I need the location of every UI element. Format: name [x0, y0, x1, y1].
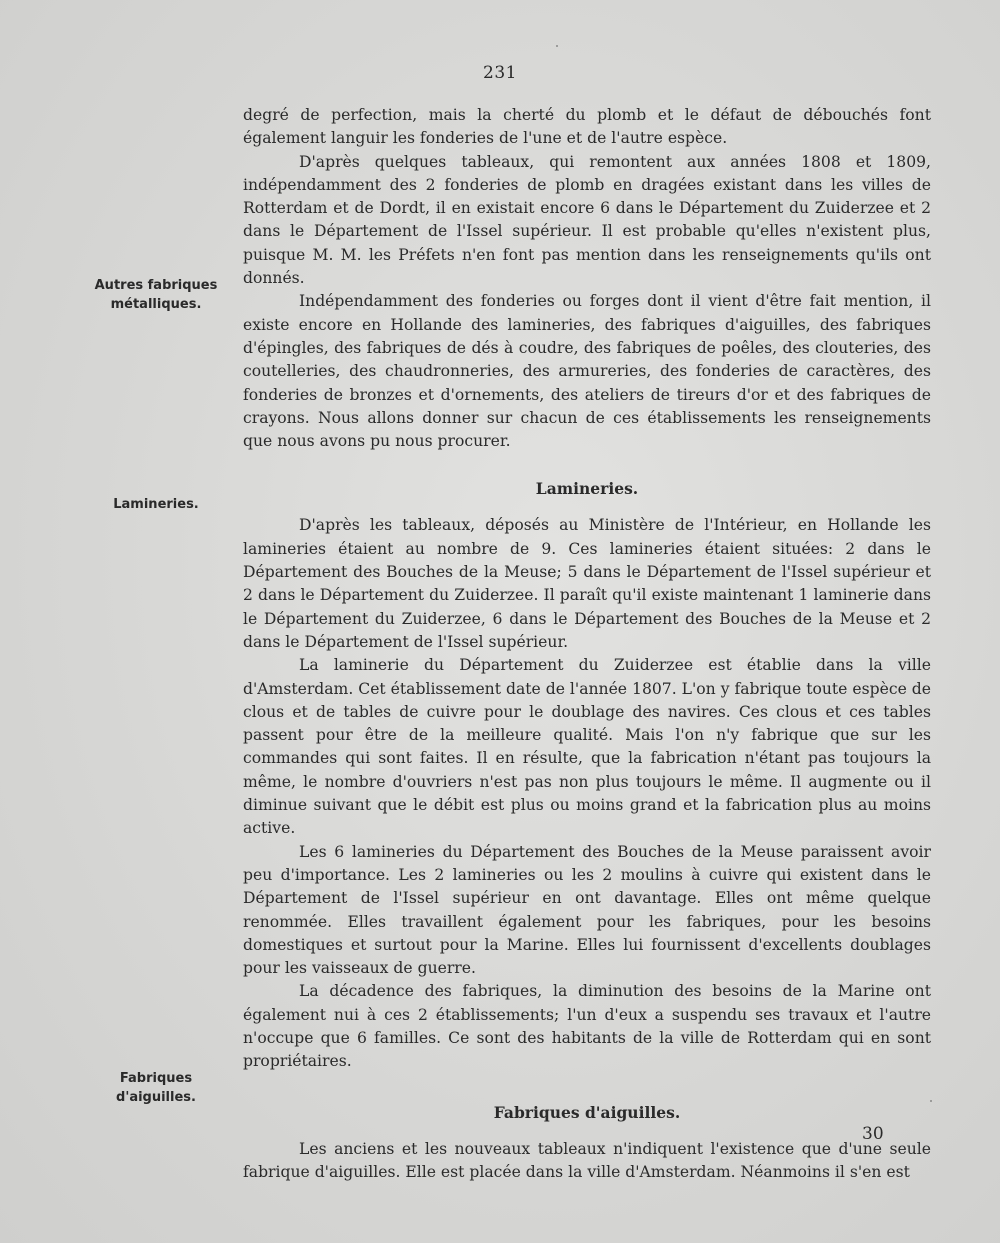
paragraph-aiguilles: Les anciens et les nouveaux tableaux n'indiquent l'existence que d'une seule fabrique d'aiguilles. Elle est placée dans la ville d'Amsterdam. Néanmoins il s'en est	[243, 1139, 931, 1181]
paragraph-decadence: La décadence des fabriques, la diminution des besoins de la Marine ont également nui à ces 2 établissements; l'un d'eux a suspendu ses travaux et l'autre n'occupe que 6 familles. Ce sont des habitants de la ville de Rotterdam qui en sont propriétaires.	[243, 982, 931, 1071]
paper-speck	[930, 1100, 932, 1102]
paper-speck	[556, 45, 558, 47]
margin-note-autres-fabriques: Autres fabriques métalliques.	[94, 278, 218, 312]
margin-note-fabriques-aiguilles: Fabriques d'aiguilles.	[116, 1071, 196, 1105]
main-text-column	[243, 104, 931, 1184]
paragraph-laminerie-amsterdam: La laminerie du Département du Zuiderzee est établie dans la ville d'Amsterdam. Cet établissement date de l'année 1807. L'on y fabrique toute espèce de clous et de tables de cuivre pour le doublage des navires. Ces clous et ces tables passent pour être de la meilleure qualité. Mais l'on n'y fabrique que sur les commandes qui sont faites. Il en résulte, que la fabrication n'étant pas toujours la même, le nombre d'ouvriers n'est pas non plus toujours le même. Il augmente ou il diminue suivant que le débit est plus ou moins grand et la fabrication plus au moins active.	[243, 656, 931, 838]
paragraph-autres-fabriques: Indépendamment des fonderies ou forges dont il vient d'être fait mention, il existe encore en Hollande des lamineries, des fabriques d'aiguilles, des fabriques d'épingles, des fabriques de dés à coudre, des fabriques de poêles, des clouteries, des coutelleries, des chaudronneries, des armureries, des fonderies de caractères, des fonderies de bronzes et d'ornements, des ateliers de tireurs d'or et des fabriques de crayons. Nous allons donner sur chacun de ces établissements les renseignements que nous avons pu nous procurer.	[243, 292, 931, 451]
paragraph-continuation: degré de perfection, mais la cherté du plomb et le défaut de débouchés font également languir les fonderies de l'une et de l'autre espèce.	[243, 106, 931, 148]
signature-number: 30	[862, 1124, 884, 1144]
section-heading-lamineries: Lamineries.	[535, 479, 639, 499]
page-number: 231	[483, 63, 517, 83]
section-heading-fabriques-aiguilles: Fabriques d'aiguilles.	[493, 1102, 681, 1122]
paragraph-fonderies-plomb: D'après quelques tableaux, qui remontent aux années 1808 et 1809, indépendamment des 2 fonderies de plomb en dragées existant dans les villes de Rotterdam et de Dordt, il en existait encore 6 dans le Département du Zuiderzee et 2 dans le Département de l'Issel supérieur. Il est probable qu'elles n'existent plus, puisque M. M. les Préfets n'en font pas mention dans les renseignements qu'ils ont donnés.	[243, 152, 931, 288]
paragraph-lamineries-nombre: D'après les tableaux, déposés au Ministère de l'Intérieur, en Hollande les lamineries étaient au nombre de 9. Ces lamineries étaient situées: 2 dans le Département des Bouches de la Meuse; 5 dans le Département de l'Issel supérieur et 2 dans le Département du Zuiderzee. Il paraît qu'il existe maintenant 1 laminerie dans le Département du Zuiderzee, 6 dans le Département des Bouches de la Meuse et 2 dans le Département de l'Issel supérieur.	[243, 516, 931, 651]
paragraph-lamineries-meuse: Les 6 lamineries du Département des Bouches de la Meuse paraissent avoir peu d'importance. Les 2 lamineries ou les 2 moulins à cuivre qui existent dans le Département de l'Issel supérieur en ont davantage. Elles ont même quelque renommée. Elles travaillent également pour les fabriques, pour les besoins domestiques et surtout pour la Marine. Elles lui fournissent d'excellents doublages pour les vaisseaux de guerre.	[243, 842, 931, 978]
margin-note-lamineries: Lamineries.	[113, 497, 199, 512]
